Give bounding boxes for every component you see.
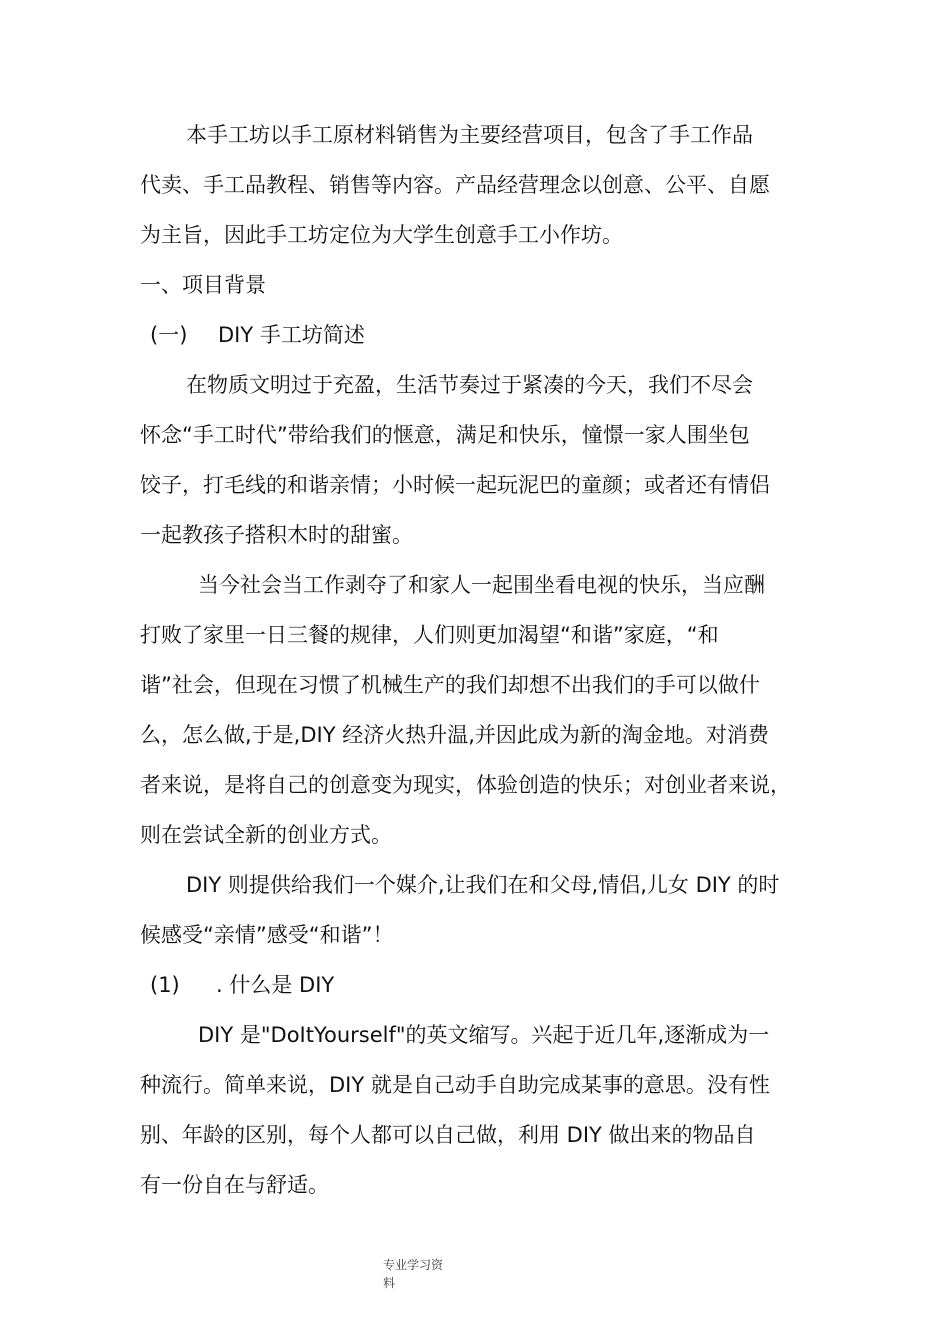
para2-line-5: 者来说，是将自己的创意变为现实，体验创造的快乐；对创业者来说， xyxy=(140,773,791,797)
footer-line-1: 专业学习资 xyxy=(383,1258,444,1272)
item1-number: (1) xyxy=(150,973,180,997)
para3-line-1: DIY 则提供给我们一个媒介,让我们在和父母,情侣,儿女 DIY 的时 xyxy=(186,873,780,897)
para2-line-6: 则在尝试全新的创业方式。 xyxy=(140,823,392,847)
subsection-number: (一) xyxy=(150,323,188,347)
para2-line-4: 么，怎么做,于是,DIY 经济火热升温,并因此成为新的淘金地。对消费 xyxy=(140,723,769,747)
para1-line-1: 在物质文明过于充盈，生活节奏过于紧凑的今天，我们不尽会 xyxy=(186,373,753,397)
para2-line-2: 打败了家里一日三餐的规律，人们则更加渴望“和谐”家庭，“和 xyxy=(140,623,719,647)
footer-line-2: 料 xyxy=(383,1276,396,1290)
intro-line-1: 本手工坊以手工原材料销售为主要经营项目，包含了手工作品 xyxy=(186,123,753,147)
para4-line-1: DIY 是"DoItYourself"的英文缩写。兴起于近几年,逐渐成为一 xyxy=(198,1023,770,1047)
para3-line-2: 候感受“亲情”感受“和谐”！ xyxy=(140,923,394,947)
intro-line-3: 为主旨，因此手工坊定位为大学生创意手工小作坊。 xyxy=(140,223,623,247)
intro-line-2: 代卖、手工品教程、销售等内容。产品经营理念以创意、公平、自愿 xyxy=(140,173,770,197)
para2-line-3: 谐”社会，但现在习惯了机械生产的我们却想不出我们的手可以做什 xyxy=(140,673,760,697)
para4-line-2: 种流行。简单来说，DIY 就是自己动手自助完成某事的意思。没有性 xyxy=(140,1073,770,1097)
para1-line-4: 一起教孩子搭积木时的甜蜜。 xyxy=(140,523,413,547)
para2-line-1: 当今社会当工作剥夺了和家人一起围坐看电视的快乐，当应酬 xyxy=(198,573,765,597)
item1-title: . 什么是 DIY xyxy=(216,973,335,997)
para1-line-2: 怀念“手工时代”带给我们的惬意，满足和快乐，憧憬一家人围坐包 xyxy=(140,423,750,447)
para1-line-3: 饺子，打毛线的和谐亲情；小时候一起玩泥巴的童颜；或者还有情侣 xyxy=(140,473,770,497)
section-heading: 一、项目背景 xyxy=(140,273,266,297)
para4-line-4: 有一份自在与舒适。 xyxy=(140,1173,329,1197)
page-footer xyxy=(383,1256,443,1292)
para4-line-3: 别、年龄的区别，每个人都可以自己做，利用 DIY 做出来的物品自 xyxy=(140,1123,756,1147)
subsection-title: DIY 手工坊简述 xyxy=(218,323,365,347)
